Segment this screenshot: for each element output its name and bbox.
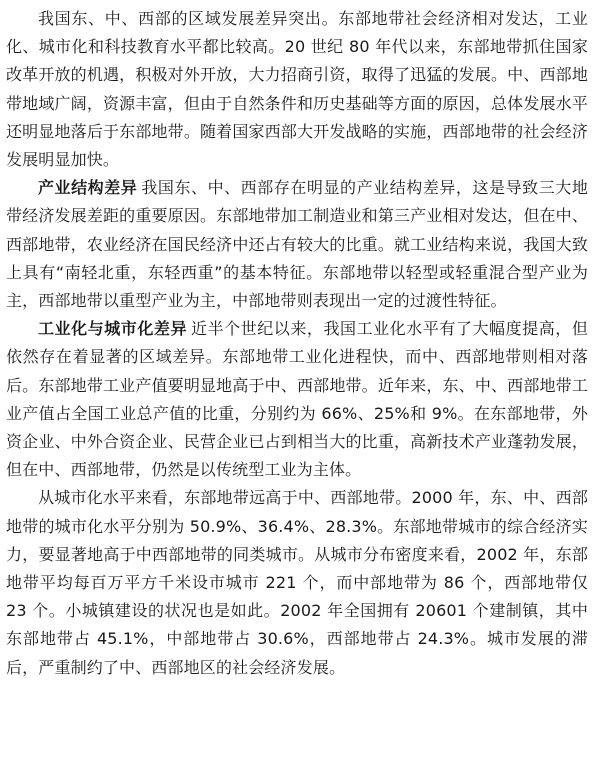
paragraph-industrialization-urbanization [6,315,588,484]
document-body [6,5,588,682]
paragraph-text: 从城市化水平来看，东部地带远高于中、西部地带。2000 年，东、中、西部地带的城市化水平分别为 50.9%、36.4%、28.3%。东部地带城市的综合经济实力，要显著地高于中西部地带的同类城市。从城市分布密度来看，2002 年，东部地带平均每百万平方千米设市城市 221 个，而中部地带为 86 个，西部地带仅 23 个。小城镇建设的状况也是如此。2002 年全国拥有 20601 个建制镇，其中东部地带占 45.1%，中部地带占 30.6%，西部地带占 24.3%。城市发展的滞后，严重制约了中、西部地区的社会经济发展。 [6,488,588,677]
paragraph-regional-overview [6,5,588,174]
paragraph-industrial-structure [6,174,588,315]
paragraph-text: 我国东、中、西部存在明显的产业结构差异，这是导致三大地带经济发展差距的重要原因。东部地带加工制造业和第三产业相对发达，但在中、西部地带，农业经济在国民经济中还占有较大的比重。就工业结构来说，我国大致上具有“南轻北重，东轻西重”的基本特征。东部地带以轻型或轻重混合型产业为主，西部地带以重型产业为主，中部地带则表现出一定的过渡性特征。 [6,178,588,311]
paragraph-text: 我国东、中、西部的区域发展差异突出。东部地带社会经济相对发达，工业化、城市化和科技教育水平都比较高。20 世纪 80 年代以来，东部地带抓住国家改革开放的机遇，积极对外开放，大力招商引资，取得了迅猛的发展。中、西部地带地域广阔，资源丰富，但由于自然条件和历史基础等方面的原因，总体发展水平还明显地落后于东部地带。随着国家西部大开发战略的实施，西部地带的社会经济发展明显加快。 [6,9,588,170]
section-heading-industrial-structure: 产业结构差异 [38,178,138,198]
paragraph-urbanization-level [6,484,588,681]
paragraph-text: 近半个世纪以来，我国工业化水平有了大幅度提高，但依然存在着显著的区域差异。东部地带工业化进程快，而中、西部地带则相对落后。东部地带工业产值要明显地高于中、西部地带。近年来，东、中、西部地带工业产值占全国工业总产值的比重，分别约为 66%、25%和 9%。在东部地带，外资企业、中外合资企业、民营企业已占到相当大的比重，高新技术产业蓬勃发展，但在中、西部地带，仍然是以传统型工业为主体。 [6,319,588,480]
section-heading-industrialization-urbanization: 工业化与城市化差异 [38,319,188,339]
